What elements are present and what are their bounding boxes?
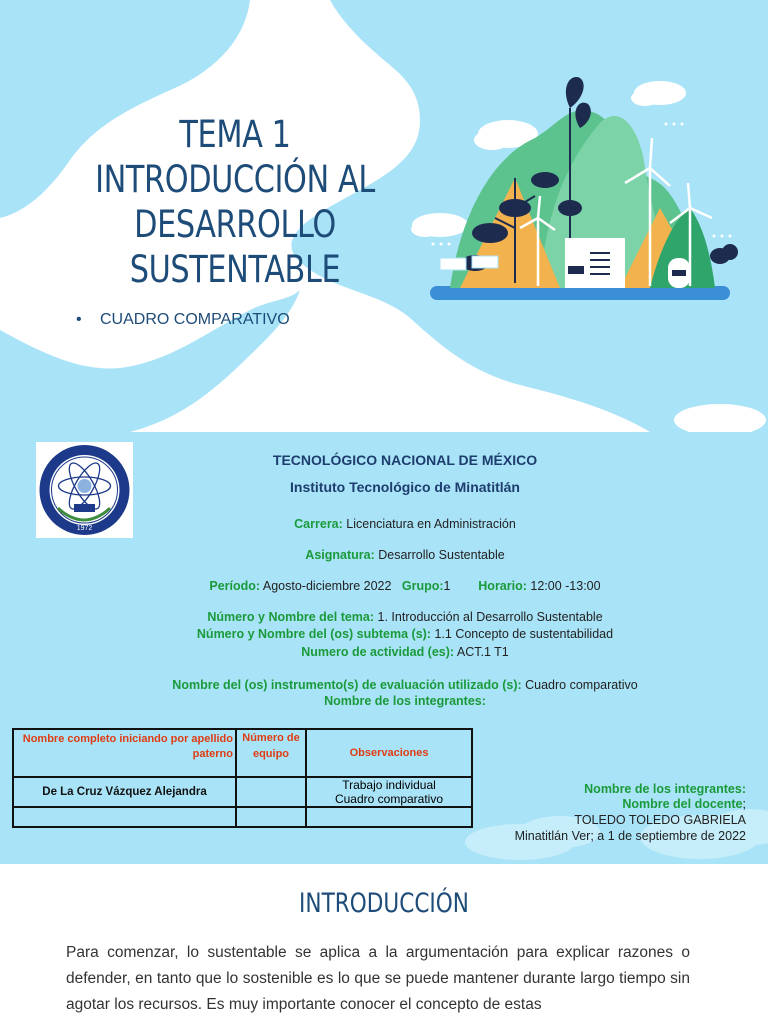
actividad-label: Numero de actividad (es): — [301, 645, 455, 659]
periodo-value: Agosto-diciembre 2022 — [262, 579, 392, 593]
cell-nombre — [13, 807, 236, 827]
members-table — [12, 728, 473, 828]
institution-name: TECNOLÓGICO NACIONAL DE MÉXICO — [272, 452, 538, 468]
cell-observaciones — [306, 807, 472, 827]
bullet-icon: • — [76, 311, 82, 328]
cell-observaciones: Trabajo individual Cuadro comparativo — [306, 777, 472, 807]
sustainable-city-illustration — [420, 68, 740, 308]
cover-bullet-item — [76, 311, 290, 329]
cover-bullet-label: CUADRO COMPARATIVO — [100, 311, 290, 328]
subtema-value: 1.1 Concepto de sustentabilidad — [434, 627, 614, 641]
place-date: Minatitlán Ver; a 1 de septiembre de 2022 — [514, 829, 746, 843]
cell-numero-equipo — [236, 777, 306, 807]
table-row — [13, 807, 472, 827]
cover-title-line-3: SUSTENTABLE — [129, 248, 341, 291]
actividad-line — [0, 645, 768, 659]
header-numero-equipo: Número de equipo — [236, 729, 306, 777]
horario-label: Horario: — [478, 579, 527, 593]
carrera-label: Carrera: — [294, 517, 343, 531]
asignatura-label: Asignatura: — [305, 548, 375, 562]
instrumento-line — [0, 678, 768, 692]
integrantes-label: Nombre de los integrantes: — [324, 694, 486, 708]
cover-slide — [0, 0, 768, 432]
periodo-label: Período: — [209, 579, 261, 593]
cover-title-line-2: INTRODUCCIÓN AL DESARROLLO — [95, 158, 375, 246]
introduction-title: INTRODUCCIÓN — [299, 888, 469, 919]
horario-value: 12:00 -13:00 — [530, 579, 601, 593]
tema-value: 1. Introducción al Desarrollo Sustentable — [377, 610, 603, 624]
right-integrantes-label: Nombre de los integrantes: — [584, 782, 746, 796]
periodo-line — [0, 579, 768, 593]
introduction-slide — [0, 864, 768, 1024]
table-header-row — [13, 729, 472, 777]
cell-nombre: De La Cruz Vázquez Alejandra — [13, 777, 236, 807]
instrumento-value: Cuadro comparativo — [525, 678, 638, 692]
introduction-paragraph: Para comenzar, lo sustentable se aplica a la argumentación para explicar razones o defender, en tanto que lo sostenible es lo que se puede mantener durante largo tiempo sin agotar los recursos. Es muy importante conocer el concepto de estas — [66, 944, 690, 1013]
table-row — [13, 777, 472, 807]
tema-line — [0, 610, 768, 624]
carrera-line — [0, 517, 768, 531]
cover-title — [42, 112, 427, 292]
docente-name: TOLEDO TOLEDO GABRIELA — [574, 813, 746, 827]
cover-page-slide — [0, 432, 768, 864]
grupo-label: Grupo: — [401, 579, 444, 593]
header-observaciones: Observaciones — [306, 729, 472, 777]
cover-title-line-1: TEMA 1 — [179, 113, 291, 156]
actividad-value: ACT.1 T1 — [456, 645, 509, 659]
grupo-value: 1 — [443, 579, 451, 593]
integrantes-line — [0, 694, 768, 708]
right-docente-label: Nombre del docente; — [622, 797, 746, 811]
asignatura-line — [0, 548, 768, 562]
asignatura-value: Desarrollo Sustentable — [378, 548, 505, 562]
header-nombre: Nombre completo iniciando por apellido paterno — [13, 729, 236, 777]
subtema-line — [0, 627, 768, 641]
instrumento-label: Nombre del (os) instrumento(s) de evaluación utilizado (s): — [172, 678, 522, 692]
subtema-label: Número y Nombre del (os) subtema (s): — [196, 627, 431, 641]
logo-year: 1972 — [76, 525, 93, 532]
tema-label: Número y Nombre del tema: — [207, 610, 375, 624]
carrera-value: Licenciatura en Administración — [346, 517, 516, 531]
institute-name: Instituto Tecnológico de Minatitlán — [290, 479, 520, 495]
cell-numero-equipo — [236, 807, 306, 827]
